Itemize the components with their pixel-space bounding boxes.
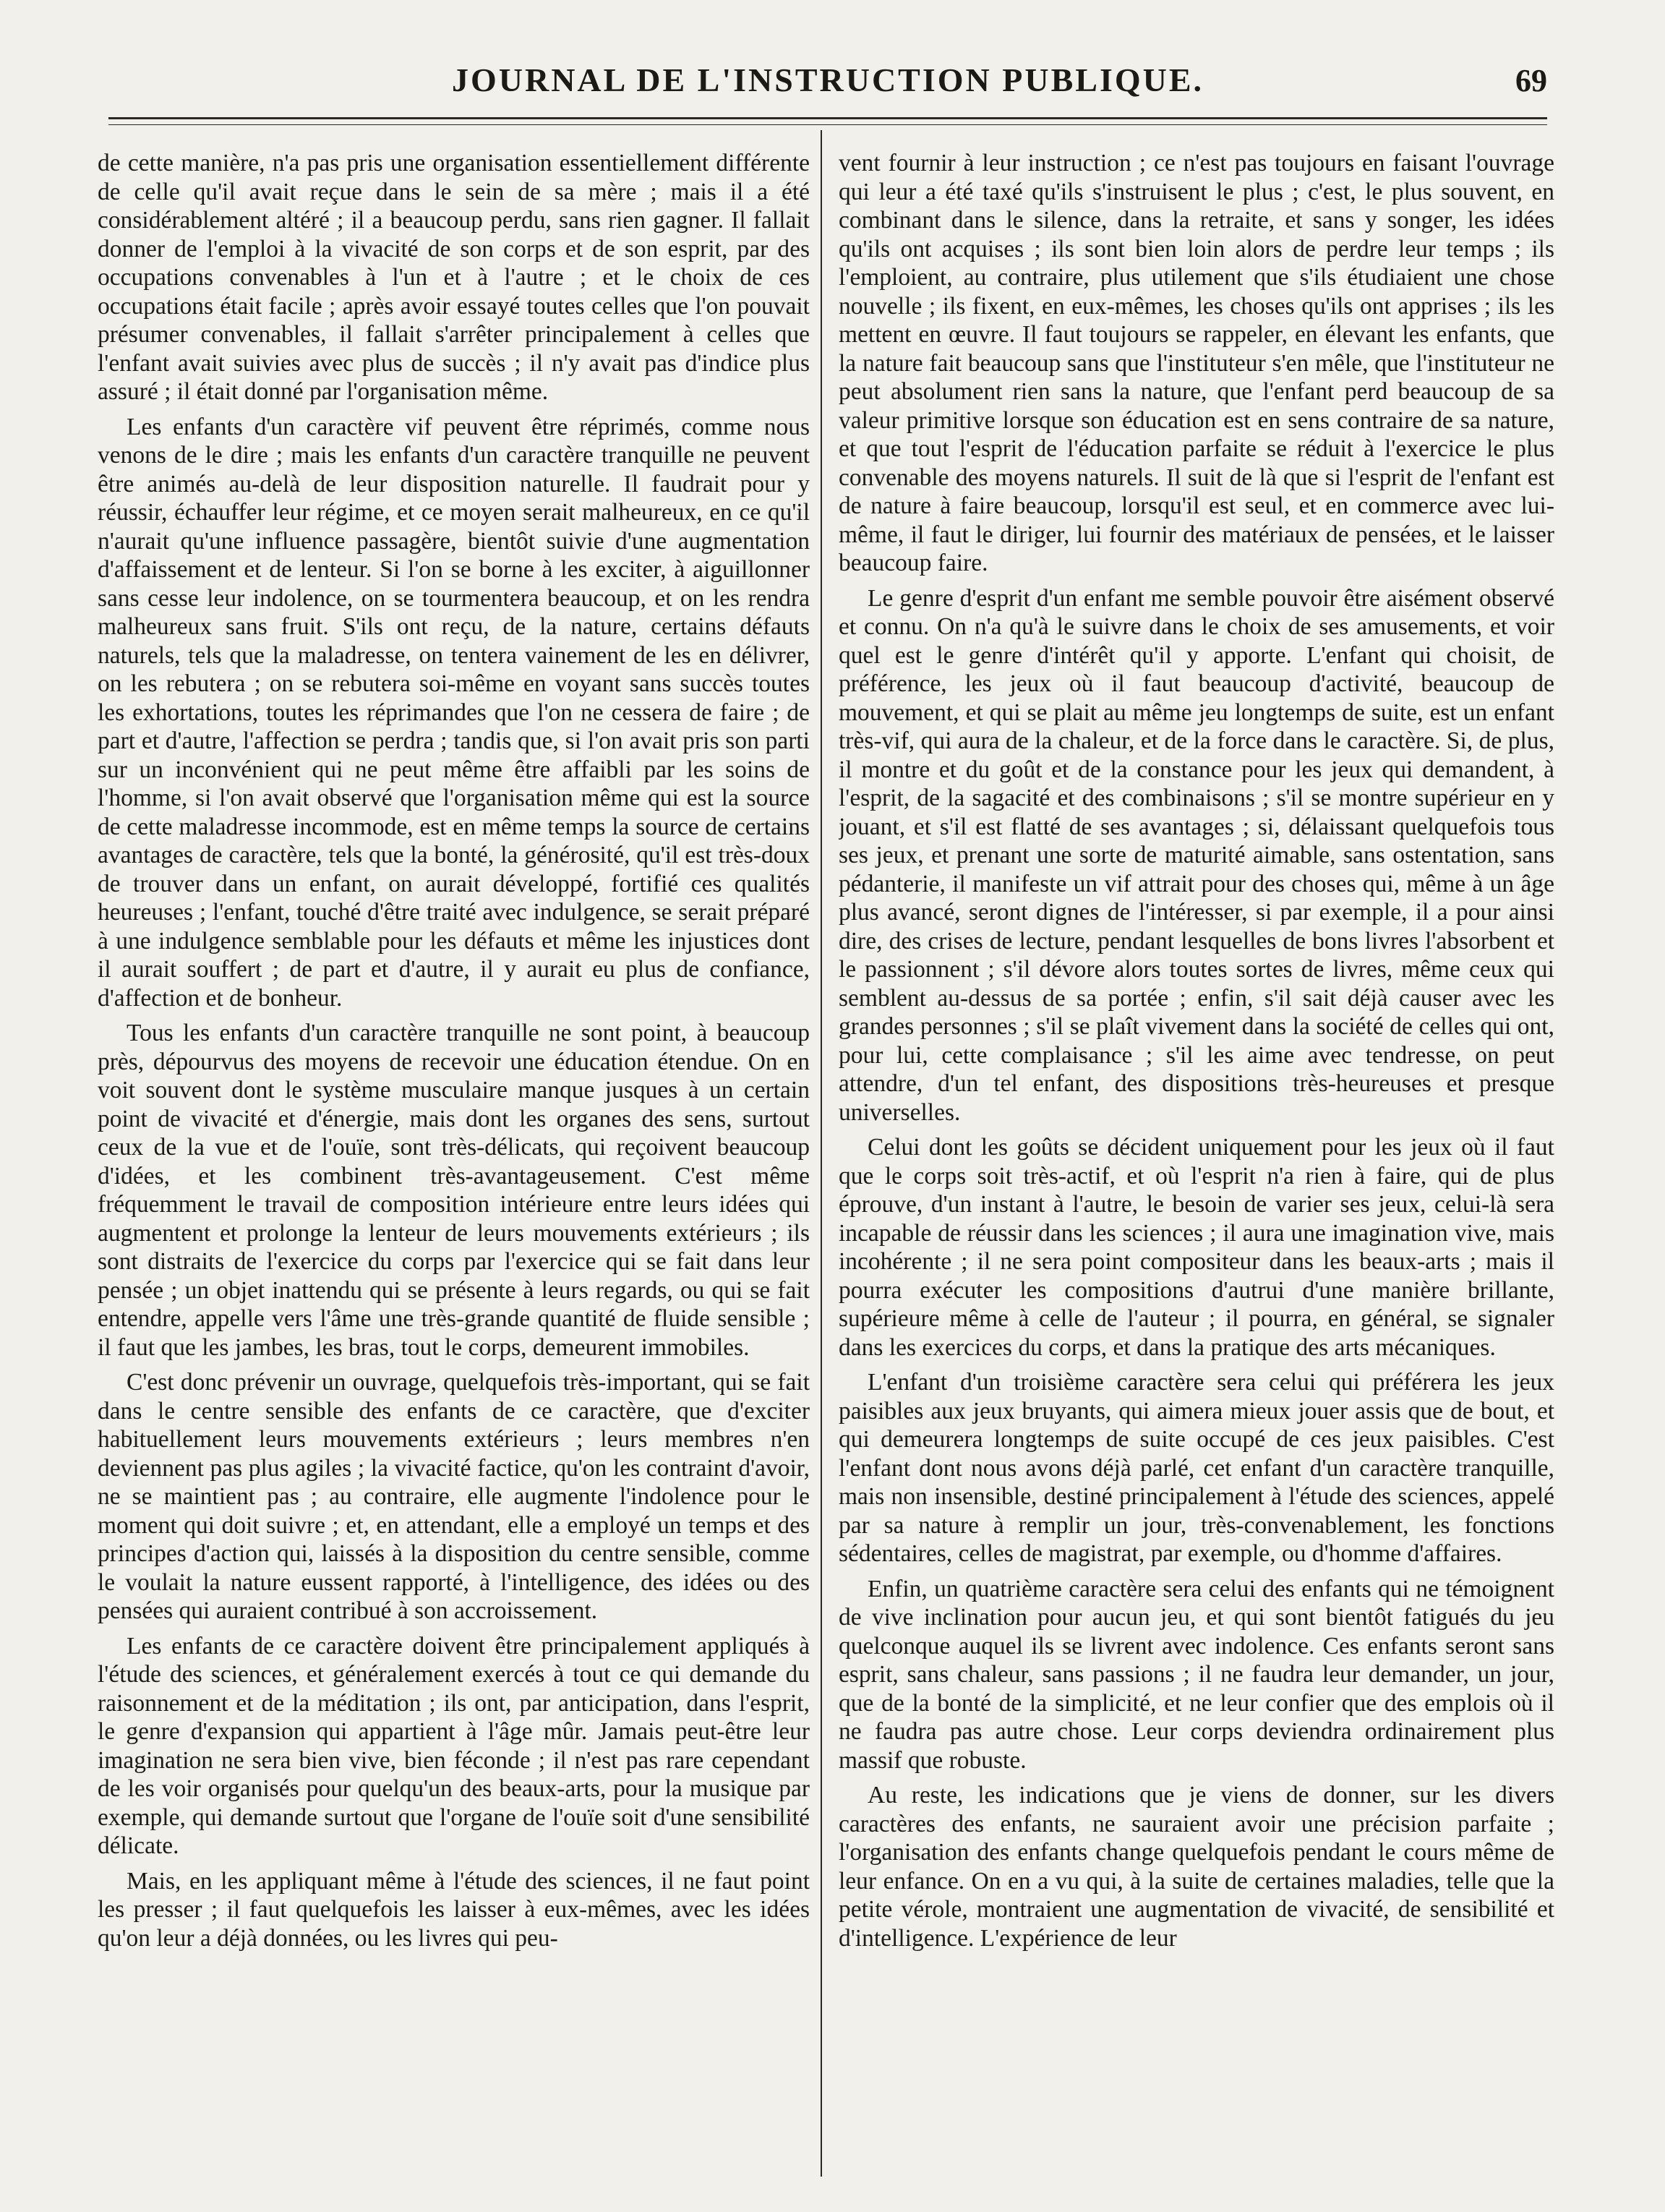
paragraph: Les enfants d'un caractère vif peuvent être réprimés, comme nous venons de le dire ; mais les enfants d'un caractère tranquille ne peuvent être animés au-delà de leur disposition naturelle. Il faudrait pour y réussir, échauffer leur régime, et ce moyen serait malheureux, en ce qu'il n'aurait qu'une influence passagère, bientôt suivie d'une augmentation d'affaissement et de lenteur. Si l'on se borne à les exciter, à aiguillonner sans cesse leur indolence, on se tourmentera beaucoup, et on les rendra malheureux sans fruit. S'ils ont reçu, de la nature, certains défauts naturels, tels que la maladresse, on tentera vainement de les en délivrer, on les rebutera ; on se rebutera soi-même en voyant sans succès toutes les exhortations, toutes les réprimandes que l'on ne cessera de faire ; de part et d'autre, l'affection se perdra ; tandis que, si l'on avait pris son parti sur un inconvénient qui ne peut même être affaibli par les soins de l'homme, si l'on avait observé que l'organisation même qui est la source de cette maladresse incommode, est en même temps la source de certains avantages de caractère, tels que la bonté, la générosité, qu'il est très-doux de trouver dans un enfant, on aurait développé, fortifié ces qualités heureuses ; l'enfant, touché d'être traité avec indulgence, se serait préparé à une indulgence semblable pour les défauts et même les injustices dont il aurait souffert ; de part et d'autre, il y aurait eu plus de confiance, d'affection et de bonheur. [98, 413, 810, 1012]
right-column [839, 149, 1554, 2174]
paragraph: Le genre d'esprit d'un enfant me semble pouvoir être aisément observé et connu. On n'a qu'à le suivre dans le choix de ses amusements, et voir quel est le genre d'intérêt qu'il y apporte. L'enfant qui choisit, de préférence, les jeux où il faut beaucoup d'activité, beaucoup de mouvement, et qui se plait au même jeu longtemps de suite, est un enfant très-vif, qui aura de la chaleur, et de la force dans le caractère. Si, de plus, il montre et du goût et de la constance pour les jeux qui demandent, à l'esprit, de la sagacité et des combinaisons ; s'il se montre supérieur en y jouant, et s'il est flatté de ses avantages ; si, délaissant quelquefois tous ses jeux, et prenant une sorte de maturité aimable, sans ostentation, sans pédanterie, il manifeste un vif attrait pour des choses qui, même à un âge plus avancé, seront dignes de l'intéresser, si par exemple, il a pour ainsi dire, des crises de lecture, pendant lesquelles de bons livres l'absorbent et le passionnent ; s'il dévore alors toutes sortes de livres, même ceux qui semblent au-dessus de sa portée ; enfin, s'il sait déjà causer avec les grandes personnes ; s'il se plaît vivement dans la société de celles qui ont, pour lui, cette complaisance ; s'il les aime avec tendresse, on peut attendre, d'un tel enfant, des dispositions très-heureuses et presque universelles. [839, 584, 1554, 1126]
paragraph: de cette manière, n'a pas pris une organisation essentiellement différente de celle qu'il avait reçue dans le sein de sa mère ; mais il a été considérablement altéré ; il a beaucoup perdu, sans rien gagner. Il fallait donner de l'emploi à la vivacité de son corps et de son esprit, par des occupations convenables à l'un et à l'autre ; et le choix de ces occupations était facile ; après avoir essayé toutes celles que l'on pouvait présumer convenables, il fallait s'arrêter principalement à celles que l'enfant avait suivies avec plus de succès ; il n'y avait pas d'indice plus assuré ; il était donné par l'organisation même. [98, 150, 810, 405]
column-divider [821, 130, 822, 2177]
paragraph: Les enfants de ce caractère doivent être principalement appliqués à l'étude des sciences, et généralement exercés à tout ce qui demande du raisonnement et de la méditation ; ils ont, par anticipation, dans l'esprit, le genre d'expansion qui appartient à l'âge mûr. Jamais peut-être leur imagination ne sera bien vive, bien féconde ; il n'est pas rare cependant de les voir organisés pour quelqu'un des beaux-arts, pour la musique par exemple, qui demande surtout que l'organe de l'ouïe soit d'une sensibilité délicate. [98, 1632, 810, 1859]
paragraph: L'enfant d'un troisième caractère sera celui qui préférera les jeux paisibles aux jeux bruyants, qui aimera mieux jouer assis que de bout, et qui demeurera longtemps de suite occupé de ces jeux paisibles. C'est l'enfant dont nous avons déjà parlé, cet enfant d'un caractère tranquille, mais non insensible, destiné principalement à l'étude des sciences, appelé par sa nature à remplir un jour, très-convenablement, les fonctions sédentaires, celles de magistrat, par exemple, ou d'homme d'affaires. [839, 1369, 1554, 1567]
paragraph: Tous les enfants d'un caractère tranquille ne sont point, à beaucoup près, dépourvus des moyens de recevoir une éducation étendue. On en voit souvent dont le système musculaire manque jusques à un certain point de vivacité et d'énergie, mais dont les organes des sens, surtout ceux de la vue et de l'ouïe, sont très-délicats, qui reçoivent beaucoup d'idées, et les combinent très-avantageusement. C'est même fréquemment le travail de composition intérieure entre leurs idées qui augmentent et prolonge la lenteur de leurs mouvements extérieurs ; ils sont distraits de l'exercice du corps par l'exercice qui se fait dans leur pensée ; un objet inattendu qui se présente à leurs regards, ou qui se fait entendre, appelle vers l'âme une très-grande quantité de fluide sensible ; il faut que les jambes, les bras, tout le corps, demeurent immobiles. [98, 1020, 810, 1361]
paragraph: C'est donc prévenir un ouvrage, quelquefois très-important, qui se fait dans le centre sensible des enfants de ce caractère, que d'exciter habituellement leurs mouvements extérieurs ; leurs membres n'en deviennent pas plus agiles ; la vivacité factice, qu'on les contraint d'avoir, ne se maintient pas ; au contraire, elle augmente l'indolence pour le moment qui doit suivre ; et, en attendant, elle a employé un temps et des principes d'action qui, laissés à la disposition du centre sensible, comme le voulait la nature eussent rapporté, à l'intelligence, des idées ou des pensées qui auraient contribué à son accroissement. [98, 1369, 810, 1624]
page-header [108, 61, 1547, 114]
page-number: 69 [1515, 63, 1547, 98]
paragraph: Celui dont les goûts se décident uniquement pour les jeux où il faut que le corps soit très-actif, et où l'esprit n'a rien à faire, qui de plus éprouve, d'un instant à l'autre, le besoin de varier ses jeux, celui-là sera incapable de réussir dans les sciences ; il aura une imagination vive, mais incohérente ; il ne sera point compositeur dans les beaux-arts ; mais il pourra exécuter les compositions d'autrui d'une manière brillante, supérieure même à celle de l'auteur ; il pourra, en général, se signaler dans les exercices du corps, et dans la pratique des arts mécaniques. [839, 1134, 1554, 1361]
header-rule-thin [108, 124, 1547, 125]
paragraph: vent fournir à leur instruction ; ce n'est pas toujours en faisant l'ouvrage qui leur a été taxé qu'ils s'instruisent le plus ; c'est, le plus souvent, en combinant dans le silence, dans la retraite, et sans y songer, les idées qu'ils ont acquises ; ils sont bien loin alors de perdre leur temps ; ils l'emploient, au contraire, plus utilement que s'ils étudiaient une chose nouvelle ; ils fixent, en eux-mêmes, les choses qu'ils ont apprises ; ils les mettent en œuvre. Il faut toujours se rappeler, en élevant les enfants, que la nature fait beaucoup sans que l'instituteur s'en mêle, que l'instituteur ne peut absolument rien sans la nature, que l'enfant perd beaucoup de sa valeur primitive lorsque son éducation est en sens contraire de sa nature, et que tout l'esprit de l'éducation parfaite se réduit à l'exercice le plus convenable des moyens naturels. Il suit de là que si l'esprit de l'enfant est de nature à faire beaucoup, lorsqu'il est seul, et en commerce avec lui-même, il faut le diriger, lui fournir des matériaux de pensées, et le laisser beaucoup faire. [839, 150, 1554, 576]
journal-title: JOURNAL DE L'INSTRUCTION PUBLIQUE. [451, 61, 1204, 98]
left-column [98, 149, 810, 2174]
header-rule-thick [108, 117, 1547, 119]
paragraph: Mais, en les appliquant même à l'étude des sciences, il ne faut point les presser ; il faut quelquefois les laisser à eux-mêmes, avec les idées qu'on leur a déjà données, ou les livres qui peu- [98, 1867, 810, 1952]
paragraph: Enfin, un quatrième caractère sera celui des enfants qui ne témoignent de vive inclination pour aucun jeu, et qui sont bientôt fatigués du jeu quelconque auquel ils se livrent avec indolence. Ces enfants seront sans esprit, sans chaleur, sans passions ; il ne faudra leur demander, un jour, que de la bonté de la simplicité, et ne leur confier que des emplois où il ne faudra pas autre chose. Leur corps deviendra ordinairement plus massif que robuste. [839, 1575, 1554, 1774]
paragraph: Au reste, les indications que je viens de donner, sur les divers caractères des enfants, ne sauraient avoir une précision parfaite ; l'organisation des enfants change quelquefois pendant le cours même de leur enfance. On en a vu qui, à la suite de certaines maladies, telle que la petite vérole, montraient une augmentation de vivacité, de sensibilité et d'intelligence. L'expérience de leur [839, 1782, 1554, 1952]
